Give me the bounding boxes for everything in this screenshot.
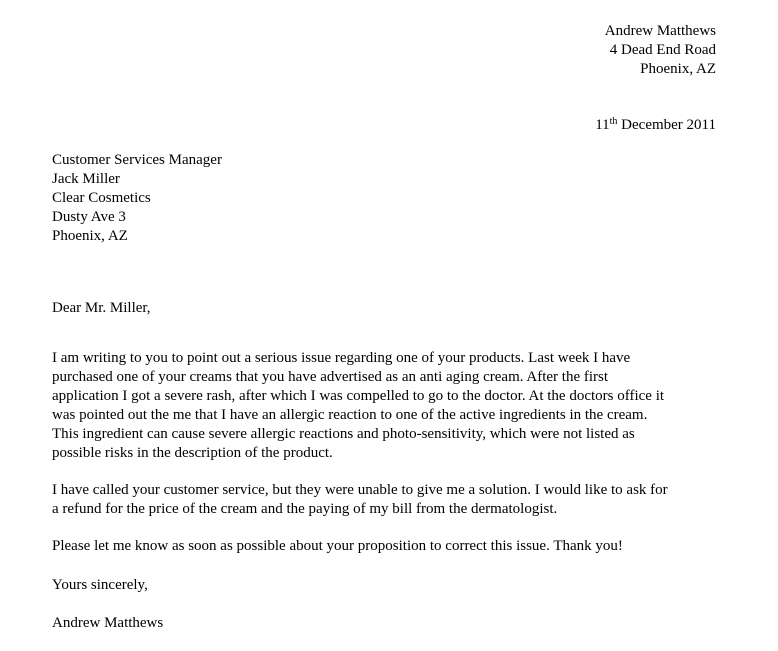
closing: Yours sincerely, — [52, 577, 148, 593]
recipient-title: Customer Services Manager — [52, 152, 222, 168]
sender-address — [605, 22, 716, 79]
date-rest: December 2011 — [617, 117, 716, 133]
recipient-name: Jack Miller — [52, 171, 120, 187]
date-suffix: th — [609, 116, 618, 127]
sender-city: Phoenix, AZ — [640, 61, 716, 77]
letter-date — [595, 116, 716, 135]
paragraph-line: purchased one of your creams that you have advertised as an anti aging cream. After the first — [52, 369, 609, 385]
paragraph-line: Please let me know as soon as possible about your proposition to correct this issue. Thank you! — [52, 538, 623, 554]
date-day: 11 — [595, 117, 610, 133]
sender-street: 4 Dead End Road — [609, 42, 716, 58]
paragraph-line: possible risks in the description of the product. — [52, 445, 333, 461]
paragraph-line: application I got a severe rash, after which I was compelled to go to the doctor. At the doctors office it — [52, 388, 665, 404]
recipient-address — [52, 151, 222, 246]
sender-name: Andrew Matthews — [604, 23, 716, 39]
signature-name: Andrew Matthews — [52, 615, 164, 631]
paragraph-2 — [52, 481, 732, 519]
paragraph-line: was pointed out the me that I have an allergic reaction to one of the active ingredients in the cream. — [52, 407, 648, 423]
paragraph-3 — [52, 537, 732, 556]
recipient-street: Dusty Ave 3 — [52, 209, 126, 225]
paragraph-line: I have called your customer service, but they were unable to give me a solution. I would like to ask for — [52, 482, 668, 498]
paragraph-line: I am writing to you to point out a serious issue regarding one of your products. Last week I have — [52, 350, 631, 366]
paragraph-line: a refund for the price of the cream and the paying of my bill from the dermatologist. — [52, 501, 558, 517]
letter-body — [52, 349, 732, 556]
recipient-company: Clear Cosmetics — [52, 190, 151, 206]
paragraph-line: This ingredient can cause severe allergic reactions and photo-sensitivity, which were not listed as — [52, 426, 635, 442]
salutation: Dear Mr. Miller, — [52, 300, 151, 316]
paragraph-1 — [52, 349, 732, 463]
recipient-city: Phoenix, AZ — [52, 228, 128, 244]
